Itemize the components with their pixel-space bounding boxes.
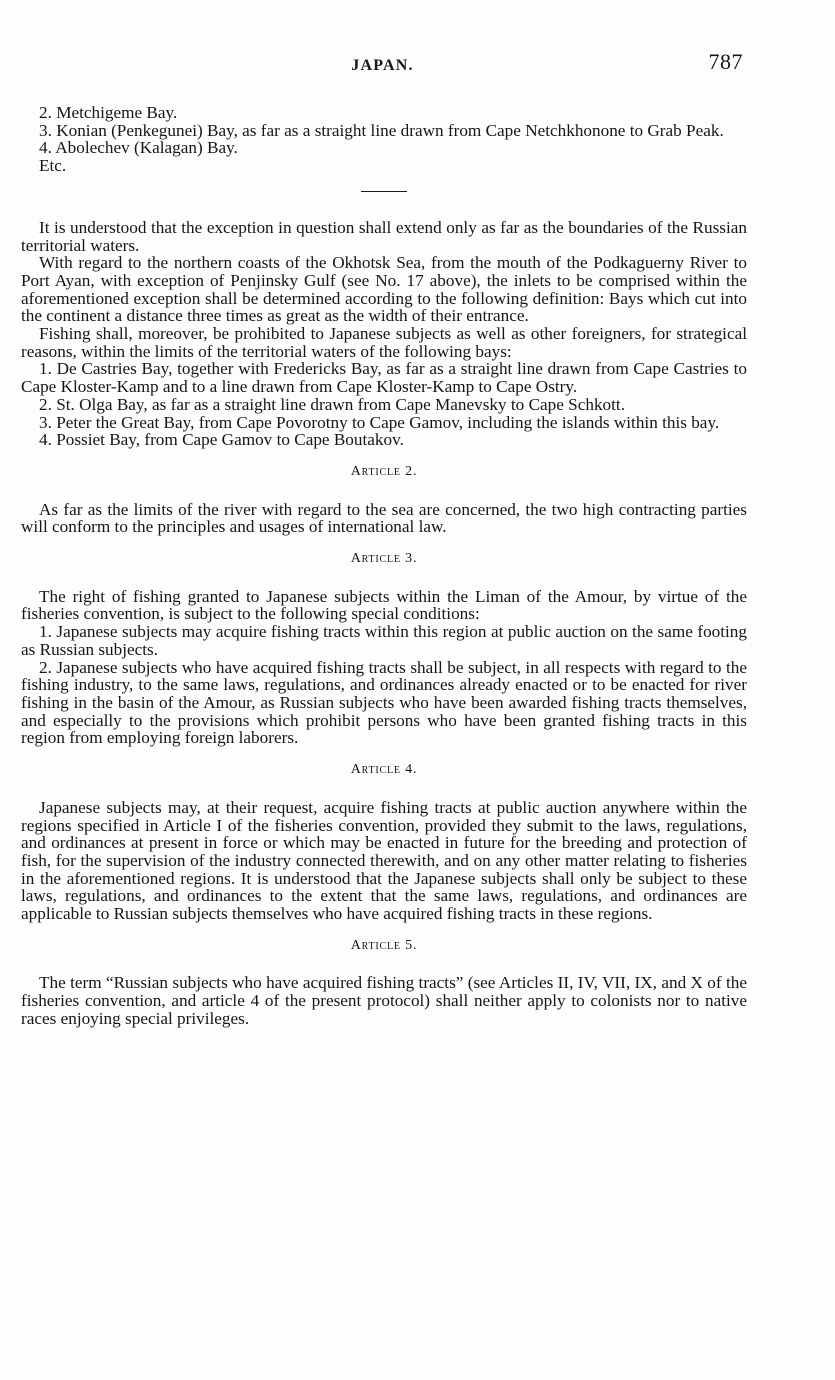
list-item: 1. Japanese subjects may acquire fishing tracts within this region at public auction on the same footing as Russian subjects. [21, 622, 747, 659]
article-3 [21, 550, 747, 747]
paragraph: It is understood that the exception in question shall extend only as far as the boundaries of the Russian territorial waters. [21, 217, 747, 255]
page-header [0, 49, 835, 77]
list-item: 4. Possiet Bay, from Cape Gamov to Cape Boutakov. [39, 430, 404, 450]
article-2 [21, 463, 747, 536]
article-4 [21, 761, 747, 923]
list-item: 4. Abolechev (Kalagan) Bay. [39, 138, 238, 158]
article-5 [21, 937, 747, 1028]
article-heading-text: Article 4. [350, 762, 418, 778]
list-item: 1. De Castries Bay, together with Fredericks Bay, as far as a straight line drawn from Cape Castries to Cape Kloster-Kamp and to a line drawn from Cape Kloster-Kamp to Cape Ostry. [21, 359, 747, 397]
list-item: 2. Metchigeme Bay. [39, 103, 178, 122]
paragraph: Fishing shall, moreover, be prohibited to Japanese subjects as well as other foreigners, for strategical reasons, within the limits of the territorial waters of the following bays: [21, 324, 747, 361]
list-item: 2. St. Olga Bay, as far as a straight line drawn from Cape Manevsky to Cape Schkott. [39, 394, 625, 414]
running-head: JAPAN. [351, 57, 414, 74]
article-heading [21, 761, 747, 779]
intro-list [21, 104, 747, 175]
list-item: 2. Japanese subjects who have acquired fishing tracts shall be subject, in all respects with regard to the fishing industry, to the same laws, regulations, and ordinances already enacted or to be enacted for river fishing in the basin of the Amour, as Russian subjects who have been awarded fishing tracts themselves, and especially to the provisions which prohibit persons who have been granted fishing tracts in this region from employing foreign laborers. [21, 657, 747, 748]
article-heading-text: Article 5. [350, 937, 418, 953]
article-heading-text: Article 2. [350, 463, 418, 479]
list-item: Etc. [39, 156, 67, 176]
paragraph: The right of fishing granted to Japanese subjects within the Liman of the Amour, by virtue of the fisheries convention, is subject to the following special conditions: [21, 586, 747, 624]
list-item: 3. Peter the Great Bay, from Cape Povorotny to Cape Gamov, including the islands within this bay. [39, 412, 720, 432]
body-text [21, 104, 747, 1028]
article-heading [21, 937, 747, 955]
paragraph: Japanese subjects may, at their request, acquire fishing tracts at public auction anywhere within the regions specified in Article I of the fisheries convention, provided they submit to the laws, regulations, and ordinances at present in force or which may be enacted in future for the breeding and protection of fish, for the supervision of the industry connected therewith, and on any other matter relating to fisheries in the aforementioned regions. It is understood that the Japanese subjects shall only be subject to these laws, regulations, and ordinances to the extent that the same laws, regulations, and ordinances are applicable to Russian subjects themselves who have acquired fishing tracts in these regions. [21, 797, 747, 924]
paragraph: The term “Russian subjects who have acquired fishing tracts” (see Articles II, IV, VII, IX, and X of the fisheries convention, and article 4 of the present protocol) shall neither apply to colonists nor to native races enjoying special privileges. [21, 973, 747, 1028]
article-heading-text: Article 3. [350, 551, 418, 567]
article-heading [21, 550, 747, 568]
article-heading [21, 463, 747, 481]
page-number: 787 [708, 49, 743, 74]
section-divider [361, 191, 407, 192]
paragraph: With regard to the northern coasts of the Okhotsk Sea, from the mouth of the Podkaguerny River to Port Ayan, with exception of Penjinsky Gulf (see No. 17 above), the inlets to be comprised within the aforementioned exception shall be determined according to the following definition: Bays which cut into the continent a distance three times as great as the width of their entrance. [21, 253, 747, 326]
section-territorial-waters [21, 219, 747, 449]
list-item: 3. Konian (Penkegunei) Bay, as far as a straight line drawn from Cape Netchkhonone to Grab Peak. [39, 120, 724, 140]
paragraph: As far as the limits of the river with regard to the sea are concerned, the two high contracting parties will conform to the principles and usages of international law. [21, 499, 747, 537]
